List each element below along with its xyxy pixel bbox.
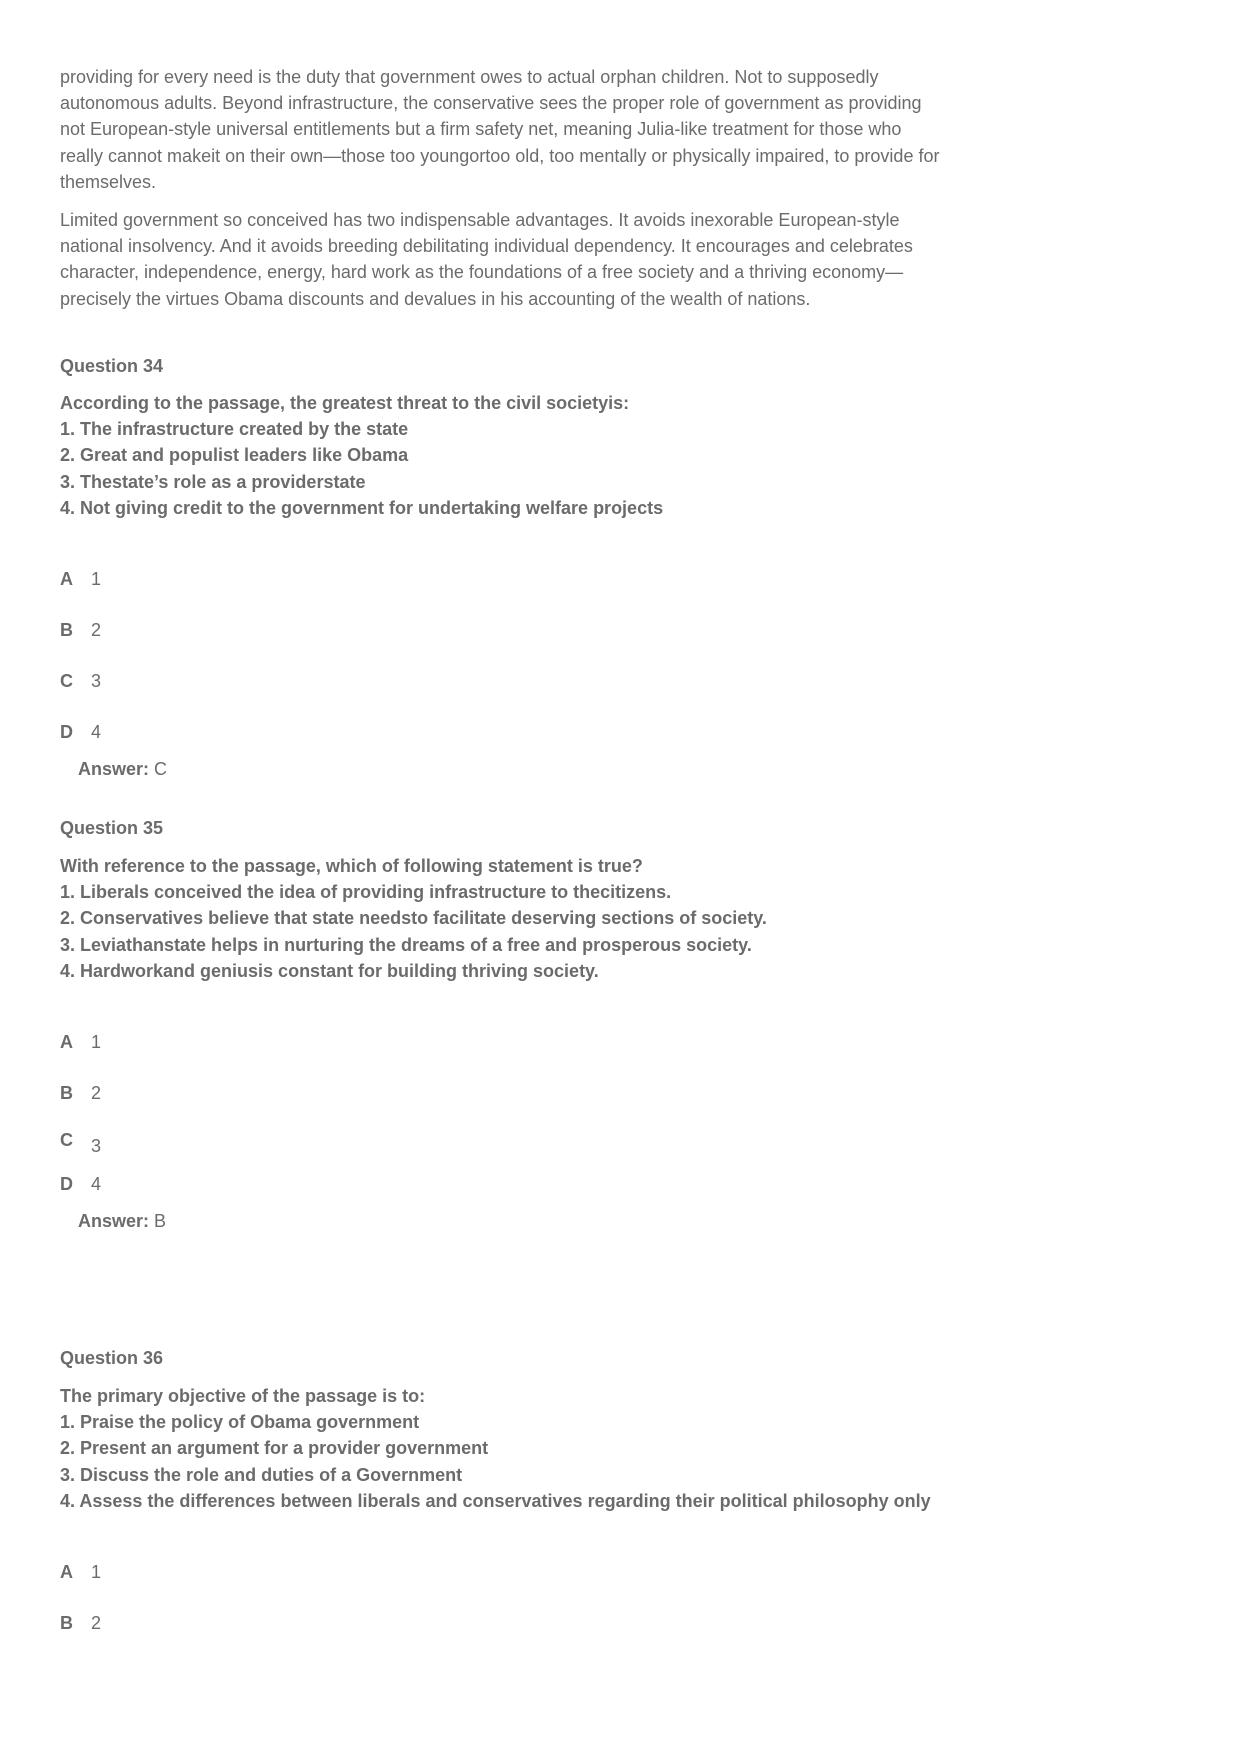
option-letter: A xyxy=(60,569,73,589)
statement-4: 4. Assess the differences between liberals and conservatives regarding their political philosophy only xyxy=(60,1490,931,1511)
answer-value: C xyxy=(154,759,168,779)
question-36-body xyxy=(60,1383,980,1514)
option-value: 1 xyxy=(91,1562,102,1582)
statement-1: 1. Liberals conceived the idea of providing infrastructure to thecitizens. xyxy=(60,882,672,903)
option-value: 3 xyxy=(91,1136,102,1156)
option-b[interactable] xyxy=(60,1081,101,1105)
answer-label: Answer: xyxy=(78,1211,150,1231)
option-letter: B xyxy=(60,1083,73,1103)
question-35 xyxy=(60,815,980,841)
answer xyxy=(78,1209,166,1233)
option-letter: C xyxy=(60,671,73,691)
statement-2: 2. Present an argument for a provider government xyxy=(60,1438,489,1459)
question-stem: According to the passage, the greatest threat to the civil societyis: xyxy=(60,393,630,413)
option-letter: A xyxy=(60,1032,73,1052)
option-a[interactable] xyxy=(60,567,101,591)
option-d[interactable] xyxy=(60,1172,101,1196)
option-value: 3 xyxy=(91,671,102,691)
statement-3: 3. Leviathanstate helps in nurturing the dreams of a free and prosperous society. xyxy=(60,934,752,955)
statement-3: 3. Discuss the role and duties of a Government xyxy=(60,1464,463,1485)
passage-paragraph-1: providing for every need is the duty that government owes to actual orphan children. Not to supposedly autonomous adults. Beyond infrastructure, the conservative sees the proper role of government as providing not European-style universal entitlements but a firm safety net, meaning Julia-like treatment for those who really cannot makeit on their own—those too youngortoo old, too mentally or physically impaired, to provide for themselves. xyxy=(60,67,940,192)
statement-2: 2. Conservatives believe that state needsto facilitate deserving sections of society. xyxy=(60,908,767,929)
option-letter: B xyxy=(60,620,73,640)
question-title: Question 35 xyxy=(60,818,164,838)
statement-4: 4. Hardworkand geniusis constant for building thriving society. xyxy=(60,960,599,981)
option-letter: D xyxy=(60,722,73,742)
option-a[interactable] xyxy=(60,1560,101,1584)
option-b[interactable] xyxy=(60,1611,101,1635)
option-d[interactable] xyxy=(60,720,101,744)
option-value: 1 xyxy=(91,569,102,589)
statement-2: 2. Great and populist leaders like Obama xyxy=(60,445,409,466)
option-value: 4 xyxy=(91,1174,102,1194)
option-a[interactable] xyxy=(60,1030,101,1054)
statement-3: 3. Thestate’s role as a providerstate xyxy=(60,471,366,492)
question-stem: With reference to the passage, which of following statement is true? xyxy=(60,856,643,876)
statement-1: 1. The infrastructure created by the state xyxy=(60,419,409,440)
option-value: 2 xyxy=(91,1613,102,1633)
question-title: Question 36 xyxy=(60,1348,164,1368)
question-34 xyxy=(60,353,980,379)
option-value: 1 xyxy=(91,1032,102,1052)
statement-4: 4. Not giving credit to the government for undertaking welfare projects xyxy=(60,497,664,518)
answer-label: Answer: xyxy=(78,759,150,779)
option-value: 4 xyxy=(91,722,102,742)
question-35-body xyxy=(60,853,980,984)
option-c[interactable] xyxy=(60,1128,102,1156)
question-36 xyxy=(60,1345,980,1371)
question-stem: The primary objective of the passage is to: xyxy=(60,1386,426,1406)
option-letter: C xyxy=(60,1130,73,1150)
answer-value: B xyxy=(154,1211,167,1231)
option-value: 2 xyxy=(91,620,102,640)
option-c[interactable] xyxy=(60,669,101,693)
option-letter: B xyxy=(60,1613,73,1633)
option-b[interactable] xyxy=(60,618,101,642)
option-letter: D xyxy=(60,1174,73,1194)
option-value: 2 xyxy=(91,1083,102,1103)
question-title: Question 34 xyxy=(60,356,164,376)
statement-1: 1. Praise the policy of Obama government xyxy=(60,1412,420,1433)
question-34-body xyxy=(60,390,980,521)
passage xyxy=(60,64,940,324)
passage-paragraph-2: Limited government so conceived has two indispensable advantages. It avoids inexorable European-style national insolvency. And it avoids breeding debilitating individual dependency. It encourages and celebrates character, independence, energy, hard work as the foundations of a free society and a thriving economy—precisely the virtues Obama discounts and devalues in his accounting of the wealth of nations. xyxy=(60,210,913,309)
answer xyxy=(78,757,167,781)
option-letter: A xyxy=(60,1562,73,1582)
